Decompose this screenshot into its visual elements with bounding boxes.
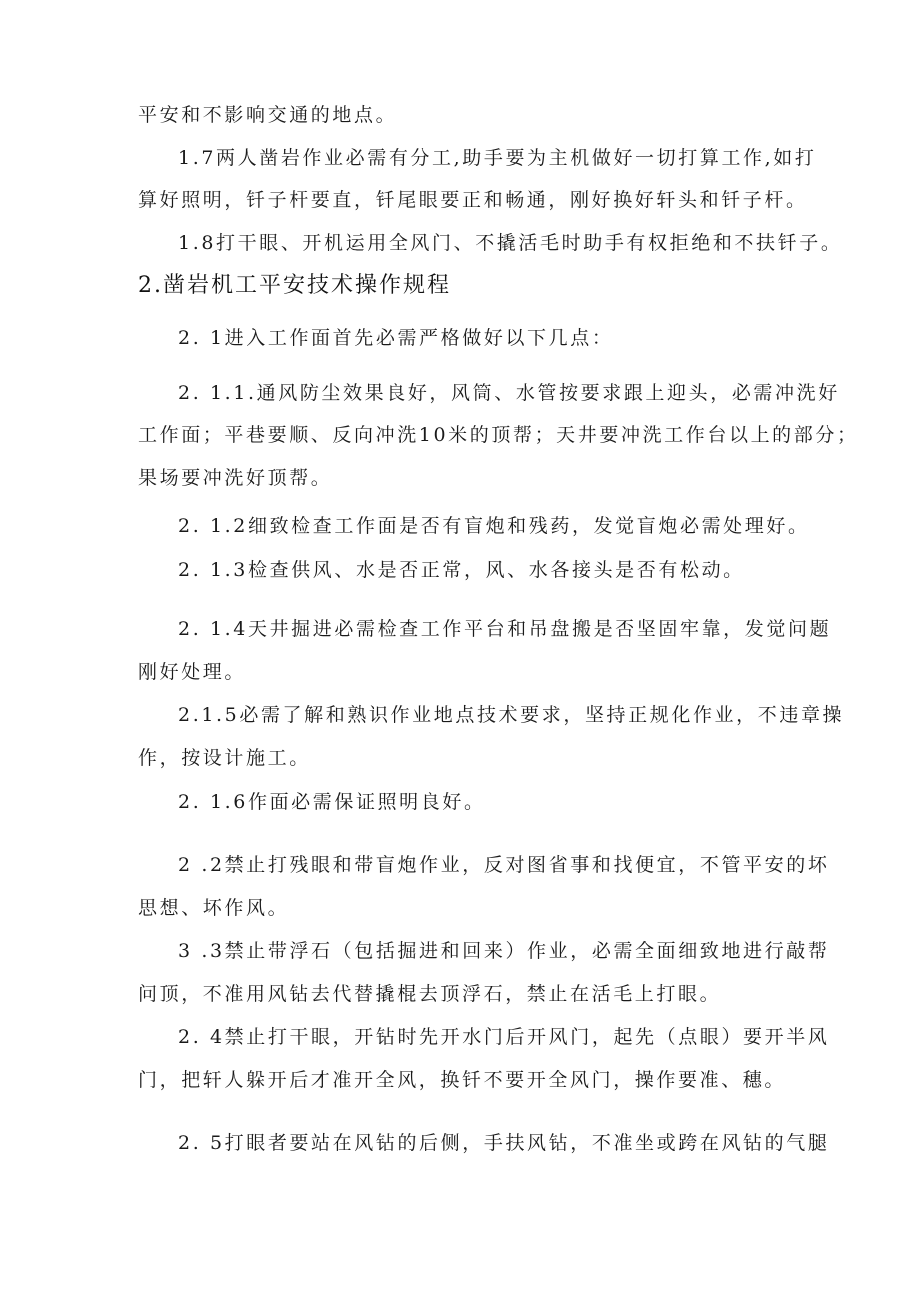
text-line: 果场要冲洗好顶帮。 bbox=[138, 467, 333, 489]
text-line: 思想、坏作风。 bbox=[138, 897, 290, 919]
text-line: 2. 1.4天井掘进必需检查工作平台和吊盘搬是否坚固牢靠，发觉问题 bbox=[178, 618, 832, 640]
text-line: 算好照明，钎子杆要直，钎尾眼要正和畅通，刚好换好轩头和钎子杆。 bbox=[138, 189, 808, 211]
text-line: 3 .3禁止带浮石（包括掘进和回来）作业，必需全面细致地进行敲帮 bbox=[178, 940, 830, 962]
text-line: 问顶，不准用风钻去代替撬棍去顶浮石，禁止在活毛上打眼。 bbox=[138, 983, 722, 1005]
text-line: 2. 1进入工作面首先必需严格做好以下几点： bbox=[178, 327, 614, 349]
text-line: 2. 1.2细致检查工作面是否有盲炮和残药，发觉盲炮必需处理好。 bbox=[178, 515, 810, 537]
text-line: 1.8打干眼、开机运用全风门、不撬活毛时助手有权拒绝和不扶钎子。 bbox=[178, 232, 843, 254]
text-line: 2. 1.1.通风防尘效果良好，风筒、水管按要求跟上迎头，必需冲洗好 bbox=[178, 382, 840, 404]
text-line: 作，按设计施工。 bbox=[138, 747, 311, 769]
text-line: 2. 1.6作面必需保证照明良好。 bbox=[178, 791, 486, 813]
text-line: 2.1.5必需了解和熟识作业地点技术要求，坚持正规化作业，不违章操 bbox=[178, 704, 845, 726]
section-heading: 2.凿岩机工平安技术操作规程 bbox=[138, 273, 451, 298]
text-line: 门，把轩人躲开后才准开全风，换钎不要开全风门，操作要准、穗。 bbox=[138, 1069, 787, 1091]
text-line: 刚好处理。 bbox=[138, 661, 247, 683]
text-line: 工作面；平巷要顺、反向冲洗10米的顶帮；天井要冲洗工作台以上的部分； bbox=[138, 424, 859, 446]
text-line: 2. 4禁止打干眼，开钻时先开水门后开风门，起先（点眼）要开半风 bbox=[178, 1026, 830, 1048]
text-line: 平安和不影响交通的地点。 bbox=[138, 104, 398, 126]
text-line: 1.7两人凿岩作业必需有分工,助手要为主机做好一切打算工作,如打 bbox=[178, 147, 817, 169]
text-line: 2 .2禁止打残眼和带盲炮作业，反对图省事和找便宜，不管平安的坏 bbox=[178, 854, 830, 876]
text-line: 2. 1.3检查供风、水是否正常，风、水各接头是否有松动。 bbox=[178, 559, 745, 581]
text-line: 2. 5打眼者要站在风钻的后侧，手扶风钻，不准坐或跨在风钻的气腿 bbox=[178, 1132, 830, 1154]
